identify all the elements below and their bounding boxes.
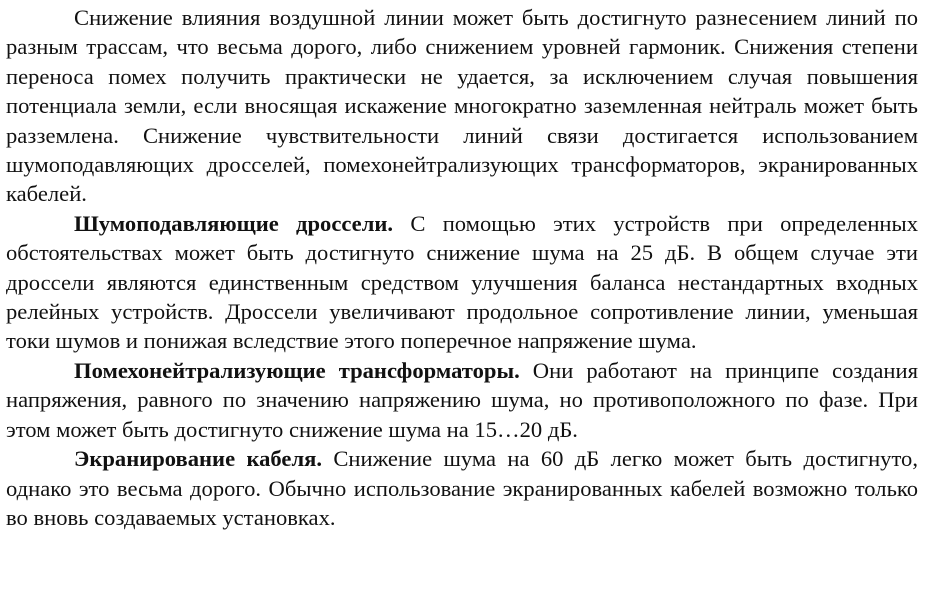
paragraph-text: Они работают на принципе создания напряжения, равного по значению напряжению шума, но противоположного по фазе. При этом может быть достигнуто снижение шума на 15…20 дБ. xyxy=(6,357,918,442)
paragraph-overhead-line-influence xyxy=(6,3,918,209)
paragraph-cable-shielding xyxy=(6,444,918,532)
paragraph-heading: Помехонейтрализующие трансформаторы. xyxy=(74,357,520,383)
paragraph-text: Снижение влияния воздушной линии может быть достигнуто разнесением линий по разным трассам, что весьма дорого, либо снижением уровней гармоник. Снижения степени переноса помех получить практически не удается, за исключением случая повышения потенциала земли, если вносящая искажение многократно заземленная нейтраль может быть разземлена. Снижение чувствительности линий связи достигается использованием шумоподавляющих дросселей, помехонейтрализующих трансформаторов, экранированных кабелей. xyxy=(6,5,918,207)
paragraph-noise-chokes xyxy=(6,209,918,356)
document-page xyxy=(6,3,918,532)
paragraph-heading: Шумоподавляющие дроссели. xyxy=(74,210,394,236)
paragraph-heading: Экранирование кабеля. xyxy=(74,446,322,472)
paragraph-text: С помощью этих устройств при определенных обстоятельствах может быть достигнуто снижение шума на 25 дБ. В общем случае эти дроссели являются единственным средством улучшения баланса нестандартных входных релейных устройств. Дроссели увеличивают продольное сопротивление линии, уменьшая токи шумов и понижая вследствие этого поперечное напряжение шума. xyxy=(6,210,919,354)
paragraph-neutralizing-transformers xyxy=(6,356,918,444)
paragraph-text: Снижение шума на 60 дБ легко может быть достигнуто, однако это весьма дорого. Обычно использование экранированных кабелей возможно только во вновь создаваемых установках. xyxy=(6,446,918,530)
